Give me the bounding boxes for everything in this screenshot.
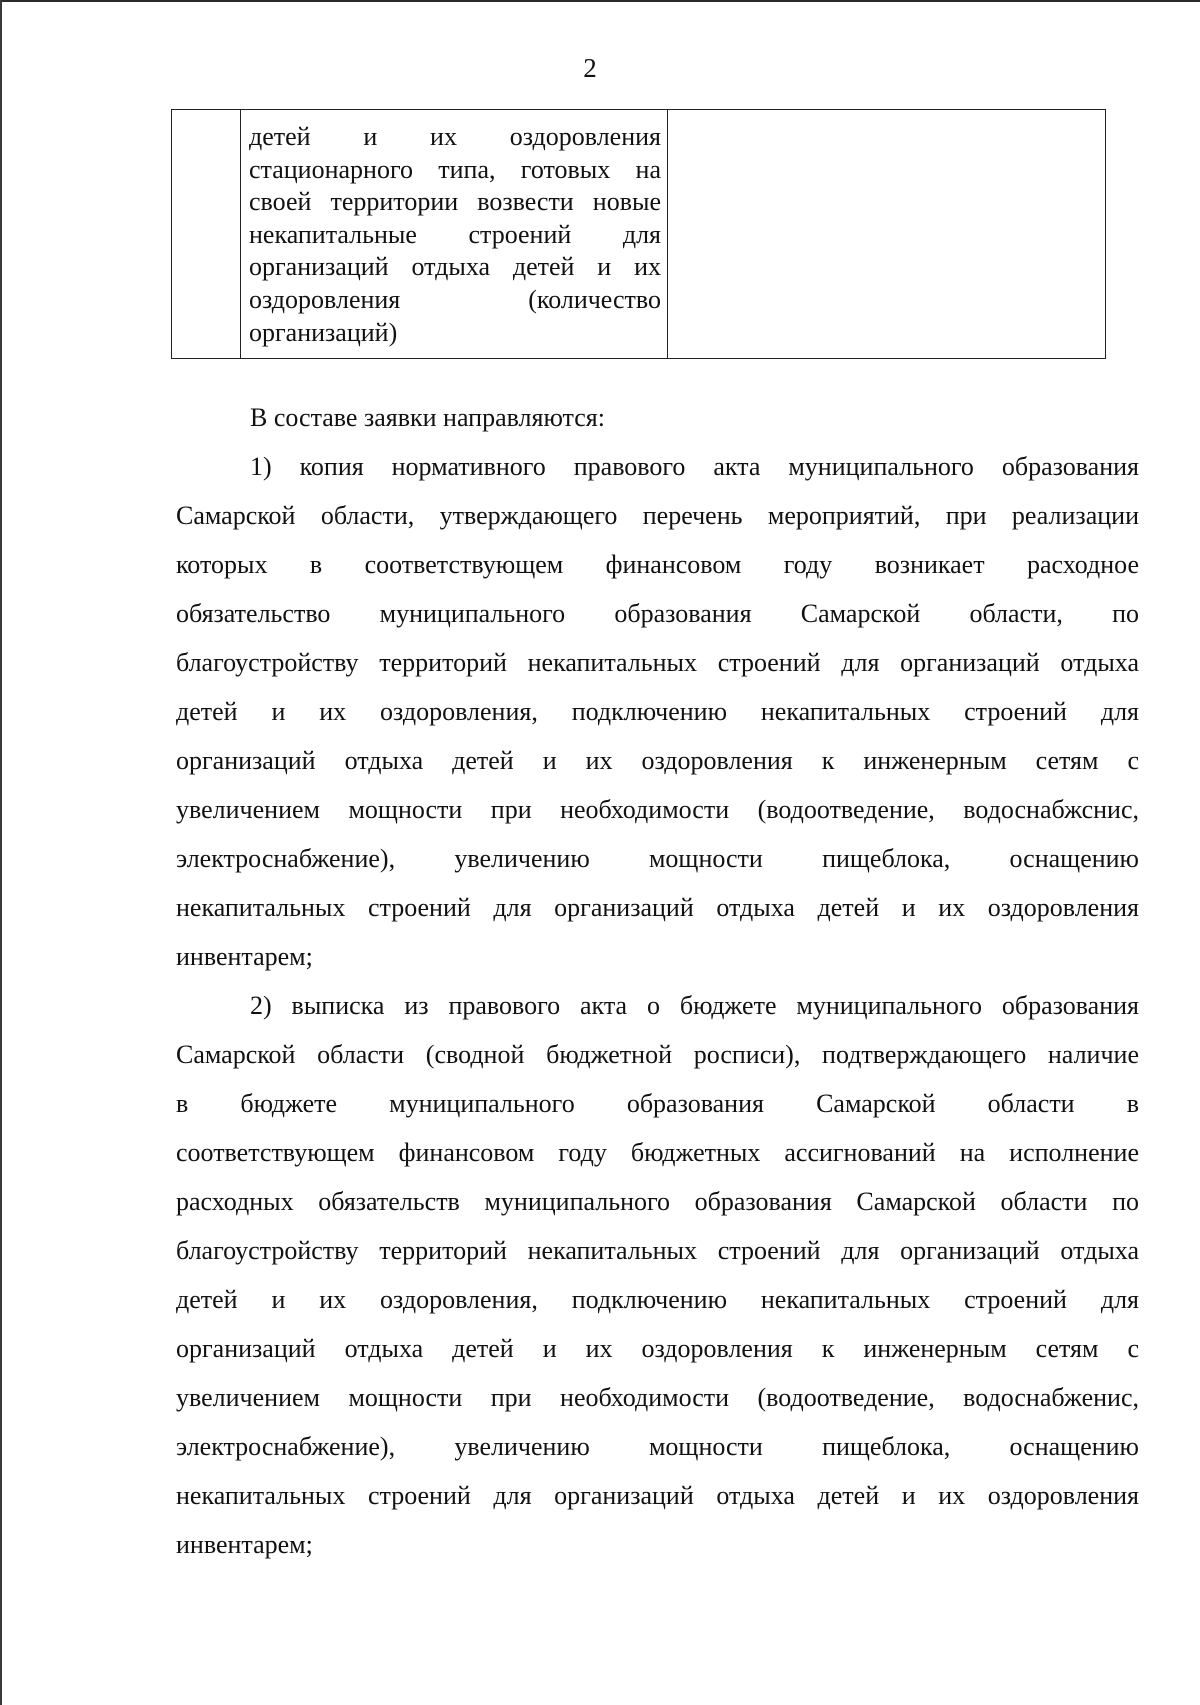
item-2-line: Самарской области (сводной бюджетной росписи), подтверждающего наличие (176, 1040, 1139, 1069)
item-2-paragraph (176, 981, 1139, 1569)
intro-line: В составе заявки направляются: (250, 403, 605, 432)
item-2-line: в бюджете муниципального образования Самарской области в (176, 1089, 1139, 1118)
item-2-line: 2) выписка из правового акта о бюджете муниципального образования (250, 991, 1139, 1020)
item-1-line: благоустройству территорий некапитальных строений для организаций отдыха (176, 648, 1139, 677)
scan-edge-left (0, 0, 2, 1705)
item-2-line: увеличением мощности при необходимости (водоотведение, водоснабженис, (176, 1383, 1139, 1412)
item-2-line: некапитальных строений для организаций отдыха детей и их оздоровления (176, 1481, 1139, 1510)
item-1-line: инвентарем; (176, 942, 313, 971)
indicator-line: стационарного типа, готовых на (249, 154, 661, 184)
item-2-line: детей и их оздоровления, подключению некапитальных строений для (176, 1285, 1139, 1314)
indicator-text (241, 110, 667, 349)
indicator-line: детей и их оздоровления (249, 122, 661, 151)
page-number: 2 (583, 53, 597, 83)
item-1-line: некапитальных строений для организаций отдыха детей и их оздоровления (176, 893, 1139, 922)
indicator-line: организаций отдыха детей и их (249, 252, 661, 282)
item-2-line: организаций отдыха детей и их оздоровления к инженерным сетям с (176, 1334, 1139, 1363)
item-2-line: расходных обязательств муниципального образования Самарской области по (176, 1187, 1139, 1216)
body-text (176, 393, 1139, 1569)
item-2-line: благоустройству территорий некапитальных строений для организаций отдыха (176, 1236, 1139, 1265)
item-1-line: организаций отдыха детей и их оздоровления к инженерным сетям с (176, 746, 1139, 775)
intro-paragraph (176, 393, 1139, 442)
item-1-line: электроснабжение), увеличению мощности пищеблока, оснащению (176, 844, 1139, 873)
item-2-line: инвентарем; (176, 1530, 313, 1559)
item-2-line: соответствующем финансовом году бюджетных ассигнований на исполнение (176, 1138, 1139, 1167)
indicator-line: своей территории возвести новые (249, 187, 661, 217)
item-1-line: 1) копия нормативного правового акта муниципального образования (250, 452, 1139, 481)
item-1-line: увеличением мощности при необходимости (водоотведение, водоснабжснис, (176, 795, 1139, 824)
item-1-line: обязательство муниципального образования Самарской области, по (176, 599, 1139, 628)
item-1-paragraph (176, 442, 1139, 981)
table-cell-number (172, 110, 241, 359)
scan-edge-top (0, 0, 1200, 2)
item-2-line: электроснабжение), увеличению мощности пищеблока, оснащению (176, 1432, 1139, 1461)
item-1-line: детей и их оздоровления, подключению некапитальных строений для (176, 697, 1139, 726)
continuation-table (171, 109, 1106, 359)
table-cell-value (668, 110, 1106, 359)
indicator-line: некапитальные строений для (249, 219, 661, 249)
indicator-line: оздоровления (количество (249, 284, 661, 314)
item-1-line: которых в соответствующем финансовом году возникает расходное (176, 550, 1139, 579)
item-1-line: Самарской области, утверждающего перечень мероприятий, при реализации (176, 501, 1139, 530)
table-cell-indicator (241, 110, 668, 359)
indicator-line: организаций) (249, 317, 398, 347)
table-row (172, 110, 1106, 359)
